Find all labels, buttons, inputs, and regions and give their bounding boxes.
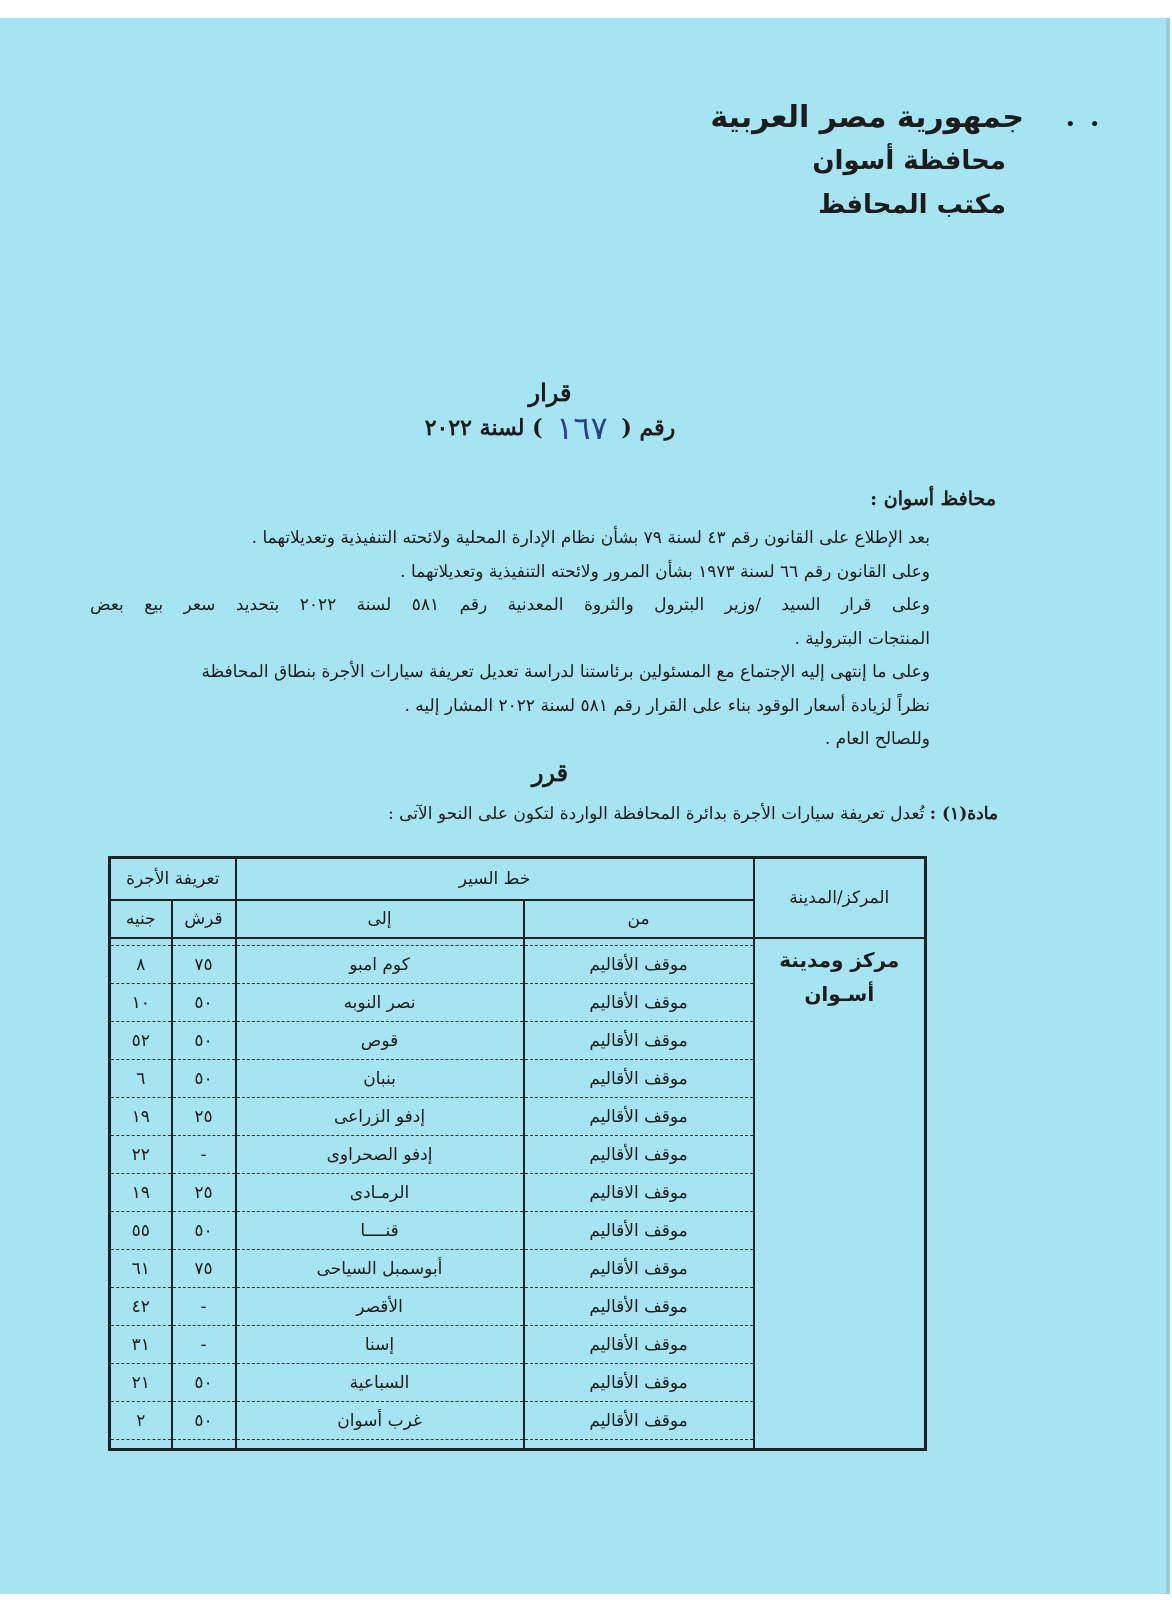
- header-mark: • •: [1065, 114, 1104, 135]
- to-cell: قوص: [236, 1022, 524, 1060]
- piasters-cell: ٥٠: [172, 1060, 236, 1098]
- table-spacer-row: [110, 938, 926, 946]
- from-cell: موقف الأقاليم: [524, 1326, 754, 1364]
- pounds-cell: ٤٢: [110, 1288, 172, 1326]
- to-cell: الرمـادى: [236, 1174, 524, 1212]
- from-cell: موقف الأقاليم: [524, 1212, 754, 1250]
- article-1: [388, 804, 998, 824]
- pounds-cell: ١٩: [110, 1098, 172, 1136]
- to-cell: نصر النوبه: [236, 984, 524, 1022]
- center-name-line1: مركز ومدينة: [779, 948, 900, 972]
- preamble-paragraph: وعلى ما إنتهى إليه الإجتماع مع المسئولين برئاستنا لدراسة تعديل تعريفة سيارات الأجرة بنطاق المحافظة: [201, 662, 930, 682]
- fare-table-body: [110, 938, 926, 1450]
- to-cell: أبوسمبل السياحى: [236, 1250, 524, 1288]
- pounds-cell: ٦١: [110, 1250, 172, 1288]
- governor-line: محافظ أسوان :: [870, 488, 996, 510]
- piasters-cell: ٥٠: [172, 1402, 236, 1440]
- decision-number-line: [0, 409, 1100, 447]
- to-cell: بنبان: [236, 1060, 524, 1098]
- preamble-paragraph: نظراً لزيادة أسعار الوقود بناء على القرار رقم ٥٨١ لسنة ٢٠٢٢ المشار إليه .: [404, 695, 930, 716]
- preamble: [90, 522, 930, 757]
- article-text: تُعدل تعريفة سيارات الأجرة بدائرة المحافظة الواردة لتكون على النحو الآتى :: [387, 804, 925, 824]
- from-cell: موقف الأقاليم: [524, 984, 754, 1022]
- piasters-cell: -: [172, 1288, 236, 1326]
- header-center: المركز/المدينة: [754, 858, 926, 939]
- to-cell: قنــــا: [236, 1212, 524, 1250]
- from-cell: موقف الأقاليم: [524, 1136, 754, 1174]
- from-cell: موقف الأقاليم: [524, 1060, 754, 1098]
- piasters-cell: ٧٥: [172, 1250, 236, 1288]
- piasters-cell: ٢٥: [172, 1174, 236, 1212]
- piasters-cell: ٧٥: [172, 946, 236, 984]
- piasters-cell: ٥٠: [172, 1022, 236, 1060]
- from-cell: موقف الأقاليم: [524, 946, 754, 984]
- article-label: مادة(١) :: [929, 804, 998, 824]
- preamble-paragraph: المنتجات البترولية .: [794, 628, 930, 649]
- decides-heading: قرر: [531, 758, 569, 787]
- decision-number-suffix: ) لسنة ٢٠٢٢: [424, 415, 543, 441]
- pounds-cell: ٣١: [110, 1326, 172, 1364]
- header-piasters: قرش: [172, 900, 236, 938]
- to-cell: إدفو الزراعى: [236, 1098, 524, 1136]
- country-name: جمهورية مصر العربية: [710, 100, 1024, 135]
- header-route: خط السير: [236, 858, 754, 901]
- pounds-cell: ٢١: [110, 1364, 172, 1402]
- piasters-cell: -: [172, 1326, 236, 1364]
- fare-table: [108, 856, 927, 1451]
- pounds-cell: ١٩: [110, 1174, 172, 1212]
- decision-number-handwritten: ١٦٧: [556, 409, 608, 447]
- from-cell: موقف الأقاليم: [524, 1402, 754, 1440]
- decision-number-prefix: رقم (: [621, 415, 676, 441]
- header-fare: تعريفة الأجرة: [110, 858, 236, 901]
- preamble-paragraph: وللصالح العام .: [824, 729, 930, 749]
- pounds-cell: ٨: [110, 946, 172, 984]
- piasters-cell: -: [172, 1136, 236, 1174]
- pounds-cell: ٥٢: [110, 1022, 172, 1060]
- header-pounds: جنيه: [110, 900, 172, 938]
- to-cell: إسنا: [236, 1326, 524, 1364]
- piasters-cell: ٥٠: [172, 984, 236, 1022]
- pounds-cell: ٢٢: [110, 1136, 172, 1174]
- to-cell: الأقصر: [236, 1288, 524, 1326]
- from-cell: موقف الاقاليم: [524, 1174, 754, 1212]
- piasters-cell: ٢٥: [172, 1098, 236, 1136]
- decision-title: قرار: [528, 378, 572, 407]
- to-cell: السباعية: [236, 1364, 524, 1402]
- pounds-cell: ٢: [110, 1402, 172, 1440]
- to-cell: كوم امبو: [236, 946, 524, 984]
- preamble-paragraph: وعلى القانون رقم ٦٦ لسنة ١٩٧٣ بشأن المرور ولائحته التنفيذية وتعديلاتهما .: [400, 561, 930, 582]
- to-cell: إدفو الصحراوى: [236, 1136, 524, 1174]
- from-cell: موقف الأقاليم: [524, 1250, 754, 1288]
- header-from: من: [524, 900, 754, 938]
- preamble-paragraph: بعد الإطلاع على القانون رقم ٤٣ لسنة ٧٩ بشأن نظام الإدارة المحلية ولائحته التنفيذية وتعديلاتهما .: [251, 528, 930, 548]
- preamble-paragraph: وعلى قرار السيد /وزير البترول والثروة المعدنية رقم ٥٨١ لسنة ٢٠٢٢ بتحديد سعر بيع بعض: [90, 595, 930, 615]
- decision-title-block: [0, 378, 1100, 447]
- pounds-cell: ٦: [110, 1060, 172, 1098]
- to-cell: غرب أسوان: [236, 1402, 524, 1440]
- piasters-cell: ٥٠: [172, 1364, 236, 1402]
- from-cell: موقف الأقاليم: [524, 1098, 754, 1136]
- from-cell: موقف الأقاليم: [524, 1288, 754, 1326]
- document-page: [0, 18, 1170, 1594]
- from-cell: موقف الأقاليم: [524, 1364, 754, 1402]
- header-to: إلى: [236, 900, 524, 938]
- office-name: مكتب المحافظ: [818, 190, 1006, 220]
- from-cell: موقف الأقاليم: [524, 1022, 754, 1060]
- governorate-name: محافظة أسوان: [812, 146, 1006, 176]
- piasters-cell: ٥٠: [172, 1212, 236, 1250]
- pounds-cell: ٥٥: [110, 1212, 172, 1250]
- pounds-cell: ١٠: [110, 984, 172, 1022]
- center-cell: [754, 938, 926, 1450]
- center-name-line2: أسـوان: [804, 982, 875, 1006]
